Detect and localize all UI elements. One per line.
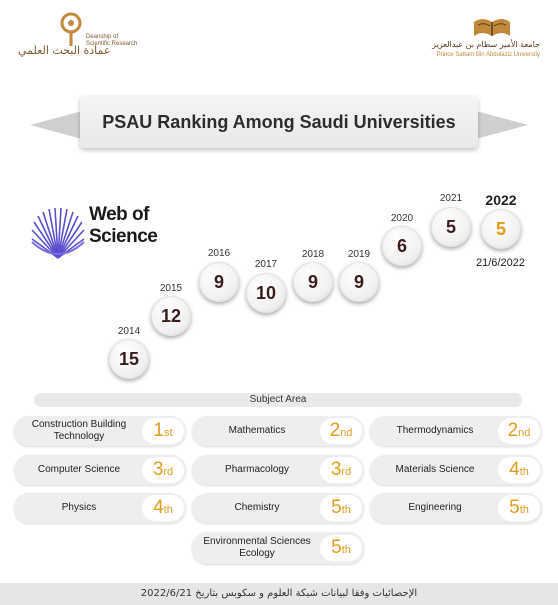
subject-rank-badge: 4 th: [142, 495, 184, 521]
page-title: PSAU Ranking Among Saudi Universities: [102, 111, 456, 132]
year-label: 2020: [390, 213, 414, 224]
subject-name: Thermodynamics: [396, 425, 474, 436]
subject-rank-badge: 2 nd: [498, 418, 540, 444]
university-logo-ar: جامعة الأمير سطام بن عبدالعزيز: [432, 40, 540, 49]
rank-circle: 12: [151, 296, 191, 336]
subject-name: Pharmacology: [225, 464, 289, 475]
year-label: 2016: [207, 248, 231, 259]
subject-name: Mathematics: [228, 425, 286, 436]
subject-area-header: Subject Area: [34, 393, 522, 407]
subject-name: Construction Building Technology: [31, 419, 127, 442]
subject-rank-badge: 4 th: [498, 457, 540, 483]
rank-circle: 10: [246, 273, 286, 313]
university-logo-en: Prince Sattam Bin Abdulaziz University: [436, 52, 540, 58]
subject-rank-badge: 1 st: [142, 418, 184, 444]
footer-note: الإحصائيات وفقا لبيانات شبكة العلوم و سكوبس بتاريخ 2022/6/21: [0, 583, 558, 605]
year-label: 2018: [301, 249, 325, 260]
subject-rank-badge: 5 th: [320, 535, 362, 561]
web-of-science-logo-icon: [30, 206, 86, 262]
subject-rank-badge: 5 th: [320, 495, 362, 521]
ribbon-tail-left-icon: [30, 110, 86, 140]
rank-circle: 9: [199, 262, 239, 302]
subject-pill: [192, 455, 364, 485]
subject-pill: [192, 416, 364, 446]
subject-rank-badge: 2 nd: [320, 418, 362, 444]
subject-pill: [192, 493, 364, 523]
open-book-logo-icon: [472, 16, 512, 38]
ranking-date: 21/6/2022: [476, 257, 525, 269]
subject-rank-badge: 5 th: [498, 495, 540, 521]
subject-rank-badge: 3 rd: [142, 457, 184, 483]
rank-circle: 9: [293, 262, 333, 302]
web-of-science-wordmark: Web of Science: [89, 204, 158, 247]
year-label-current: 2022: [485, 192, 517, 208]
subject-rank-badge: 3 rd: [320, 457, 362, 483]
subject-name: Computer Science: [37, 464, 121, 475]
subject-name: Environmental Sciences Ecology: [203, 536, 311, 559]
university-logo: [430, 16, 540, 62]
deanship-logo-en: Deanship of Scientific Research: [86, 34, 138, 47]
subject-pill: [370, 455, 542, 485]
year-label: 2015: [159, 283, 183, 294]
subject-pill: [14, 455, 186, 485]
year-label: 2019: [347, 249, 371, 260]
rank-circle: 9: [339, 262, 379, 302]
title-ribbon: [80, 96, 478, 148]
rank-circle: 15: [109, 339, 149, 379]
rank-circle: 6: [382, 226, 422, 266]
subject-pill: [370, 493, 542, 523]
subject-name: Materials Science: [395, 464, 475, 475]
subject-name: Engineering: [408, 502, 462, 513]
year-label: 2014: [117, 326, 141, 337]
rank-circle: 5: [431, 207, 471, 247]
subject-pill: [14, 416, 186, 446]
ribbon-tail-right-icon: [472, 110, 528, 140]
deanship-logo-ar: عمادة البحث العلمي: [18, 44, 111, 57]
subject-pill: [14, 493, 186, 523]
subject-pill: [192, 532, 364, 564]
subject-pill: [370, 416, 542, 446]
year-label: 2021: [439, 193, 463, 204]
subject-name: Chemistry: [234, 502, 280, 513]
deanship-logo: [18, 12, 138, 60]
year-label: 2017: [254, 259, 278, 270]
rank-circle-current: 5: [481, 209, 521, 249]
subject-name: Physics: [61, 502, 97, 513]
